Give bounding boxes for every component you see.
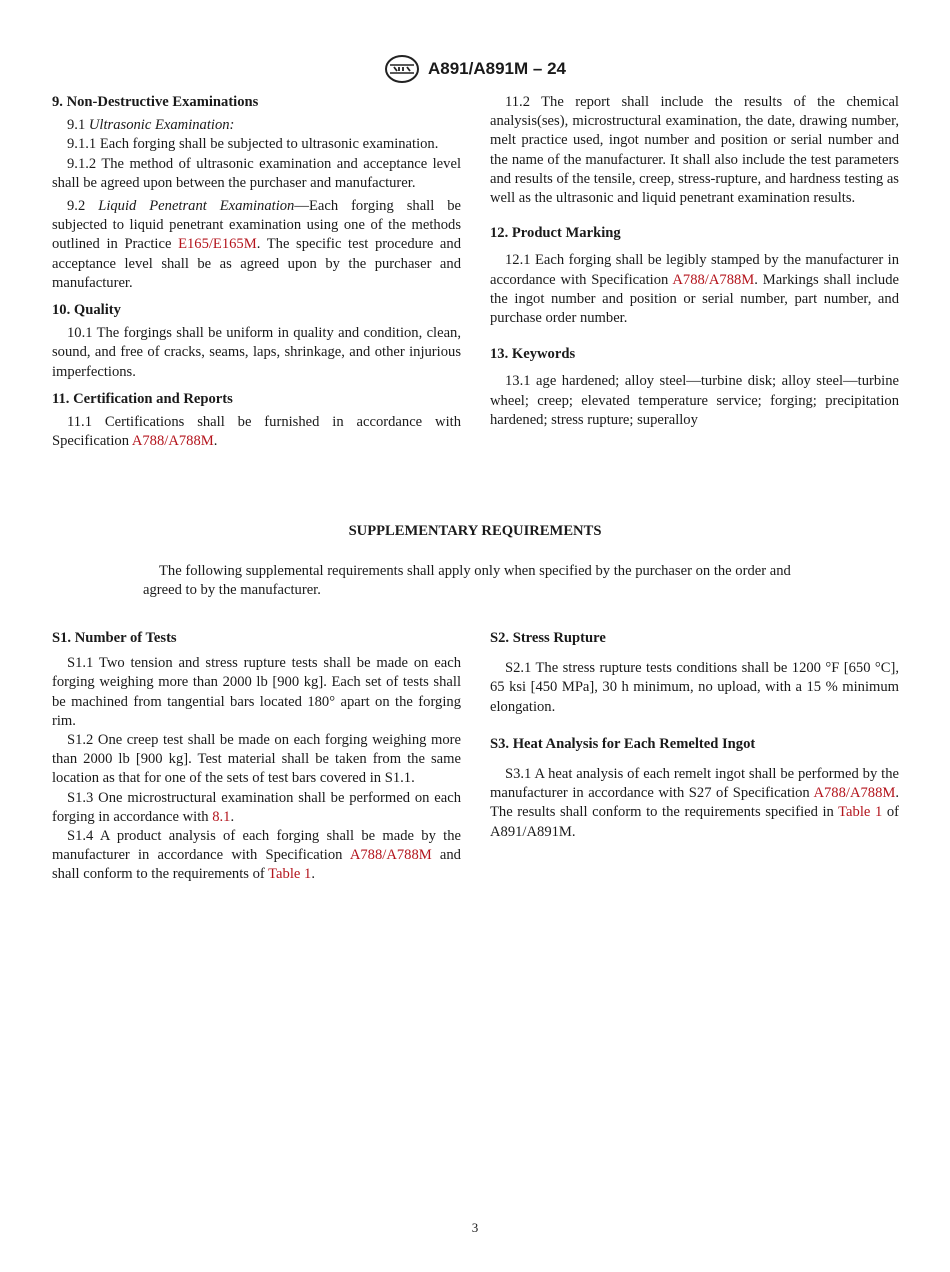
supplementary-title: SUPPLEMENTARY REQUIREMENTS xyxy=(348,523,602,539)
link-a788[interactable]: A788/A788M xyxy=(813,785,896,802)
para-s3-1: S3.1 A heat analysis of each remelt ingot shall be performed by the manufacturer in accordance with S27 of Specification A788/A788M. The results shall conform to the requirements specified in Table 1 of A891/A891M. xyxy=(490,766,899,840)
para-s2-1: S2.1 The stress rupture tests conditions shall be 1200 °F [650 °C], 65 ksi [450 MPa], 30 h minimum, no upload, with a 15 % minimum elongation. xyxy=(490,660,899,715)
section-s2-heading: S2. Stress Rupture xyxy=(490,630,606,646)
para-9-2: 9.2 Liquid Penetrant Examination—Each forging shall be subjected to liquid penetrant examination using one of the methods outlined in Practice E165/E165M. The specific test procedure and acceptance level shall be as agreed upon by the purchaser and manufacturer. xyxy=(52,198,462,291)
link-table-1[interactable]: Table 1 xyxy=(838,804,883,821)
supplementary-intro: The following supplemental requirements shall apply only when specified by the purchaser on the order and agreed to by the manufacturer. xyxy=(143,563,791,599)
para-s1-4: S1.4 A product analysis of each forging shall be made by the manufacturer in accordance with Specification A788/A788M and shall conform to the requirements of Table 1. xyxy=(52,828,461,883)
document-id: A891/A891M – 24 xyxy=(428,59,566,78)
link-table-1[interactable]: Table 1 xyxy=(268,866,312,883)
link-e165[interactable]: E165/E165M xyxy=(178,236,257,253)
para-9-1-1: 9.1.1 Each forging shall be subjected to ultrasonic examination. xyxy=(67,136,439,153)
section-10-heading: 10. Quality xyxy=(52,302,121,319)
astm-logo-icon xyxy=(384,54,420,84)
section-13-heading: 13. Keywords xyxy=(490,346,576,363)
para-12-1: 12.1 Each forging shall be legibly stamped by the manufacturer in accordance with Specification A788/A788M. Markings shall include the ingot number and position or serial number, part number, and purchase order number. xyxy=(490,252,899,327)
section-12-heading: 12. Product Marking xyxy=(490,225,621,242)
para-11-2: 11.2 The report shall include the results of the chemical analysis(ses), microstructural examination, the date, drawing number, melt practice used, ingot number and position or serial number and the name of the manufacturer. It shall also include the test parameters and results of the tensile, creep, stress-rupture, and hardness testing as well as the ultrasonic and liquid penetrant examination results. xyxy=(490,94,899,207)
page-header xyxy=(0,52,950,86)
left-column-top xyxy=(52,93,461,451)
link-8-1[interactable]: 8.1 xyxy=(212,808,231,825)
para-s1-1: S1.1 Two tension and stress rupture tests shall be made on each forging weighing more than 2000 lb [900 kg]. Each set of tests shall be machined from tangential bars located 180° apart on the forging rim. xyxy=(52,655,461,729)
para-13-1: 13.1 age hardened; alloy steel—turbine disk; alloy steel—turbine wheel; creep; elevated temperature service; forging; precipitation hardened; stress rupture; superalloy xyxy=(490,373,899,428)
para-11-1: 11.1 Certifications shall be furnished in accordance with Specification A788/A788M. xyxy=(52,414,461,450)
section-9-heading: 9. Non-Destructive Examinations xyxy=(52,94,259,110)
page-number: 3 xyxy=(471,1220,479,1235)
right-column-top xyxy=(490,93,899,430)
para-s1-3: S1.3 One microstructural examination shall be performed on each forging in accordance with 8.1. xyxy=(52,789,461,825)
link-a788[interactable]: A788/A788M xyxy=(349,847,432,864)
para-9-1-2: 9.1.2 The method of ultrasonic examination and acceptance level shall be agreed upon between the purchaser and manufacturer. xyxy=(52,155,461,191)
para-9-1: 9.1 Ultrasonic Examination: xyxy=(67,117,235,134)
link-a788[interactable]: A788/A788M xyxy=(131,433,214,450)
link-a788[interactable]: A788/A788M xyxy=(672,271,755,288)
right-column-bottom xyxy=(490,629,899,842)
section-11-heading: 11. Certification and Reports xyxy=(52,390,233,407)
section-s1-heading: S1. Number of Tests xyxy=(52,630,177,646)
para-s1-2: S1.2 One creep test shall be made on each forging weighing more than 2000 lb [900 kg]. Test material shall be taken from the same location as that for one of the sets of test bars covered in S1.1. xyxy=(52,732,461,787)
section-s3-heading: S3. Heat Analysis for Each Remelted Ingot xyxy=(490,735,756,752)
left-column-bottom xyxy=(52,629,461,885)
para-10-1: 10.1 The forgings shall be uniform in quality and condition, clean, sound, and free of cracks, seams, laps, shrinkage, and other injurious imperfections. xyxy=(52,325,461,380)
